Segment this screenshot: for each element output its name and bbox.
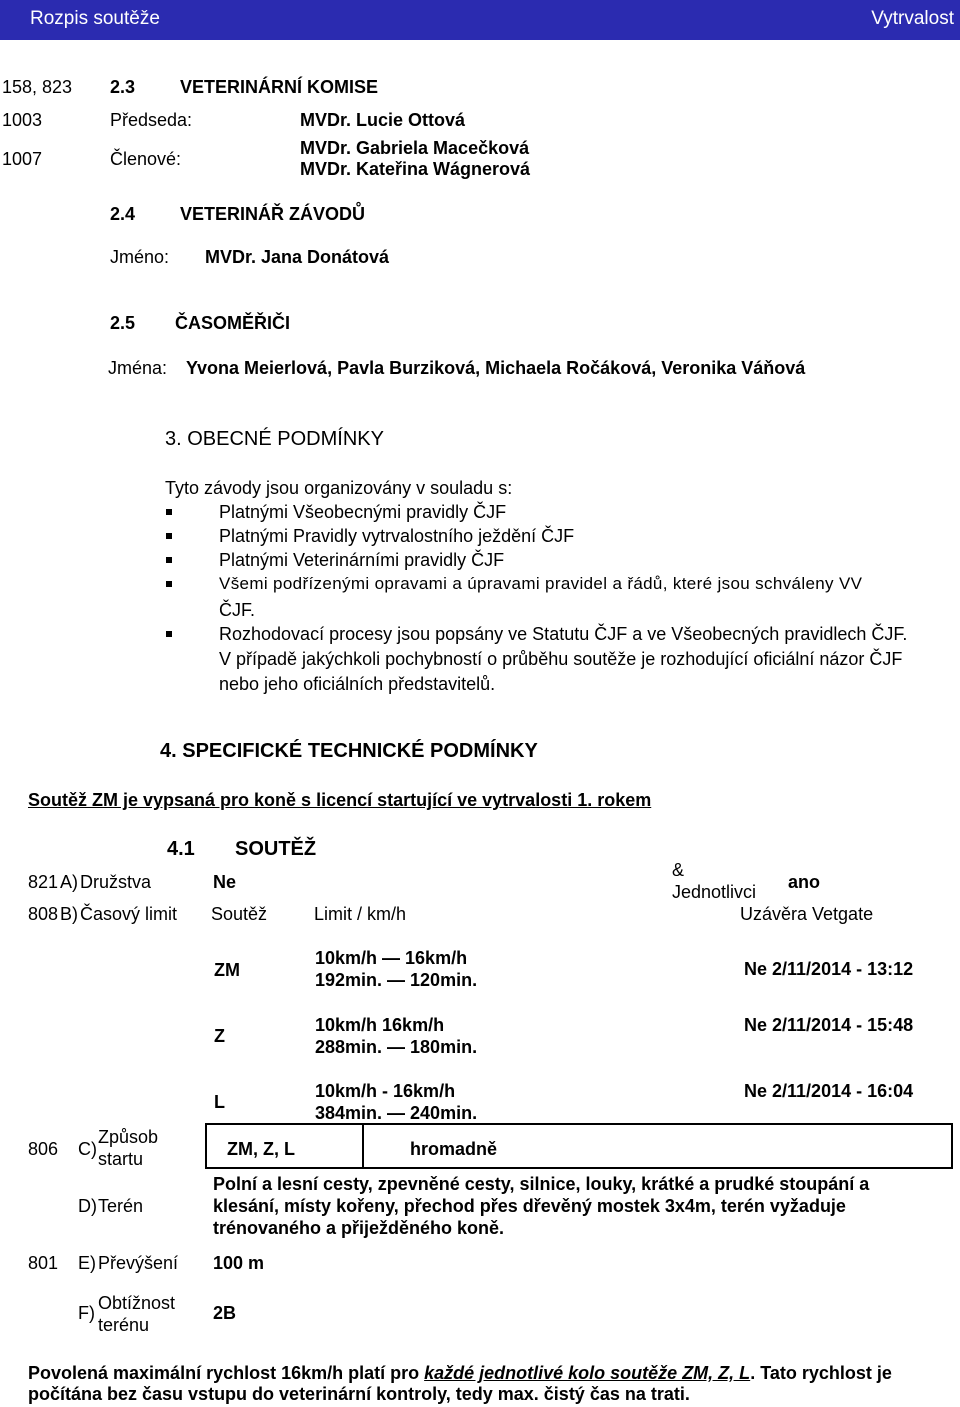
row-e-label: Převýšení [98,1253,179,1273]
row-f-value: 2B [213,1303,237,1323]
bullet-icon [166,581,172,587]
row-c-code: 806 [28,1139,59,1159]
section-2-3-number: 2.3 [110,77,136,97]
general-item: Platnými Všeobecnými pravidly ČJF [219,502,507,522]
specific-note: Soutěž ZM je vypsaná pro koně s licencí startující ve vytrvalosti 1. rokem [28,790,652,810]
general-item-cont: nebo jeho oficiálních představitelů. [219,674,496,694]
race-vet-name-label: Jméno: [110,247,170,267]
row-d-label: Terén [98,1196,144,1216]
start-method-competitions: ZM, Z, L [227,1139,295,1159]
limit-row-comp: L [214,1092,225,1112]
page-header [0,0,960,40]
bullet-icon [166,509,172,515]
section-2-5-number: 2.5 [110,313,136,333]
timekeepers-names: Yvona Meierlová, Pavla Burziková, Michaela Ročáková, Veronika Váňová [186,358,806,378]
general-item-cont: V případě jakýchkoli pochybností o průběhu soutěže je rozhodující oficiální názor ČJF [219,649,903,669]
speed-note-start: Povolená maximální rychlost 16km/h platí pro [28,1363,425,1383]
member-2: MVDr. Kateřina Wágnerová [300,159,531,179]
general-item-cont: ČJF. [219,600,255,620]
general-item: Rozhodovací procesy jsou popsány ve Statutu ČJF a ve Všeobecných pravidlech ČJF. [219,624,908,644]
chair-label: Předseda: [110,110,193,130]
row-b-label: Časový limit [80,904,178,924]
row-b-code: 808 [28,904,59,924]
limit-row-time: 288min. — 180min. [315,1037,478,1057]
competition-title: SOUTĚŽ [235,838,317,860]
row-c-label-1: Způsob [98,1127,159,1147]
limit-row-time: 192min. — 120min. [315,970,478,990]
limit-row-close: Ne 2/11/2014 - 15:48 [744,1015,914,1035]
row-e-letter: E) [78,1253,96,1273]
section-2-3-title: VETERINÁRNÍ KOMISE [180,77,379,97]
row-d-letter: D) [78,1196,97,1216]
row-e-value: 100 m [213,1253,265,1273]
general-title: 3. OBECNÉ PODMÍNKY [165,428,384,450]
general-intro: Tyto závody jsou organizovány v souladu s: [165,478,513,498]
column-limit: Limit / km/h [314,904,407,924]
row-a-label: Družstva [80,872,152,892]
limit-row-speed: 10km/h - 16km/h [315,1081,456,1101]
section-2-4-title: VETERINÁŘ ZÁVODŮ [180,204,366,224]
header-title: Rozpis soutěže [30,8,160,29]
limit-row-speed: 10km/h — 16km/h [315,948,468,968]
page-ref: 158, 823 [2,77,73,97]
row-c-letter: C) [78,1139,97,1159]
row-c-label-2: startu [98,1149,144,1169]
bullet-icon [166,557,172,563]
terrain-text-3: trénovaného a přiježděného koně. [213,1218,505,1238]
row-a-amp: & [672,860,685,880]
terrain-text-2: klesání, místy kořeny, přechod přes dřevěný mostek 3x4m, terén vyžaduje [213,1196,846,1216]
speed-note-end: . Tato rychlost je [750,1363,892,1383]
limit-row-comp: ZM [214,960,240,980]
timekeepers-label: Jména: [108,358,168,378]
chair-code: 1003 [2,110,43,130]
limit-row-close: Ne 2/11/2014 - 16:04 [744,1081,914,1101]
specific-title: 4. SPECIFICKÉ TECHNICKÉ PODMÍNKY [160,740,538,762]
header-section: Vytrvalost [871,8,954,29]
row-a-value: Ne [213,872,237,892]
row-a-letter: A) [60,872,78,892]
section-2-4-number: 2.4 [110,204,136,224]
speed-note-line-2: počítána bez času vstupu do veterinární kontroly, tedy max. čistý čas na trati. [28,1384,690,1404]
terrain-text-1: Polní a lesní cesty, zpevněné cesty, silnice, louky, krátké a prudké stoupání a [213,1174,870,1194]
limit-row-time: 384min. — 240min. [315,1103,478,1123]
column-vetgate-close: Uzávěra Vetgate [740,904,874,924]
chair-name: MVDr. Lucie Ottová [300,110,466,130]
general-item: Platnými Pravidly vytrvalostního ježdění ČJF [219,526,575,546]
start-method-box [205,1123,953,1169]
race-vet-name: MVDr. Jana Donátová [205,247,390,267]
row-b-letter: B) [60,904,78,924]
members-code: 1007 [2,149,43,169]
limit-row-speed: 10km/h 16km/h [315,1015,445,1035]
box-divider [362,1125,364,1167]
row-e-code: 801 [28,1253,59,1273]
limit-row-close: Ne 2/11/2014 - 13:12 [744,959,914,979]
row-f-letter: F) [78,1303,95,1323]
row-a-individuals: Jednotlivci [672,882,757,902]
competition-number: 4.1 [167,838,195,860]
bullet-icon [166,533,172,539]
column-competition: Soutěž [211,904,268,924]
limit-row-comp: Z [214,1026,225,1046]
row-f-label-1: Obtížnost [98,1293,176,1313]
row-a-code: 821 [28,872,59,892]
speed-note-emphasis: každé jednotlivé kolo soutěže ZM, Z, L [424,1363,751,1383]
members-label: Členové: [110,149,182,169]
bullet-icon [166,631,172,637]
row-f-label-2: terénu [98,1315,150,1335]
row-a-individuals-value: ano [788,872,821,892]
general-item: Všemi podřízenými opravami a úpravami pravidel a řádů, které jsou schváleny VV [219,574,863,593]
section-2-5-title: ČASOMĚŘIČI [175,313,291,333]
speed-note-line-1 [28,1363,892,1384]
start-method-value: hromadně [410,1139,498,1159]
general-item: Platnými Veterinárními pravidly ČJF [219,550,505,570]
member-1: MVDr. Gabriela Macečková [300,138,530,158]
